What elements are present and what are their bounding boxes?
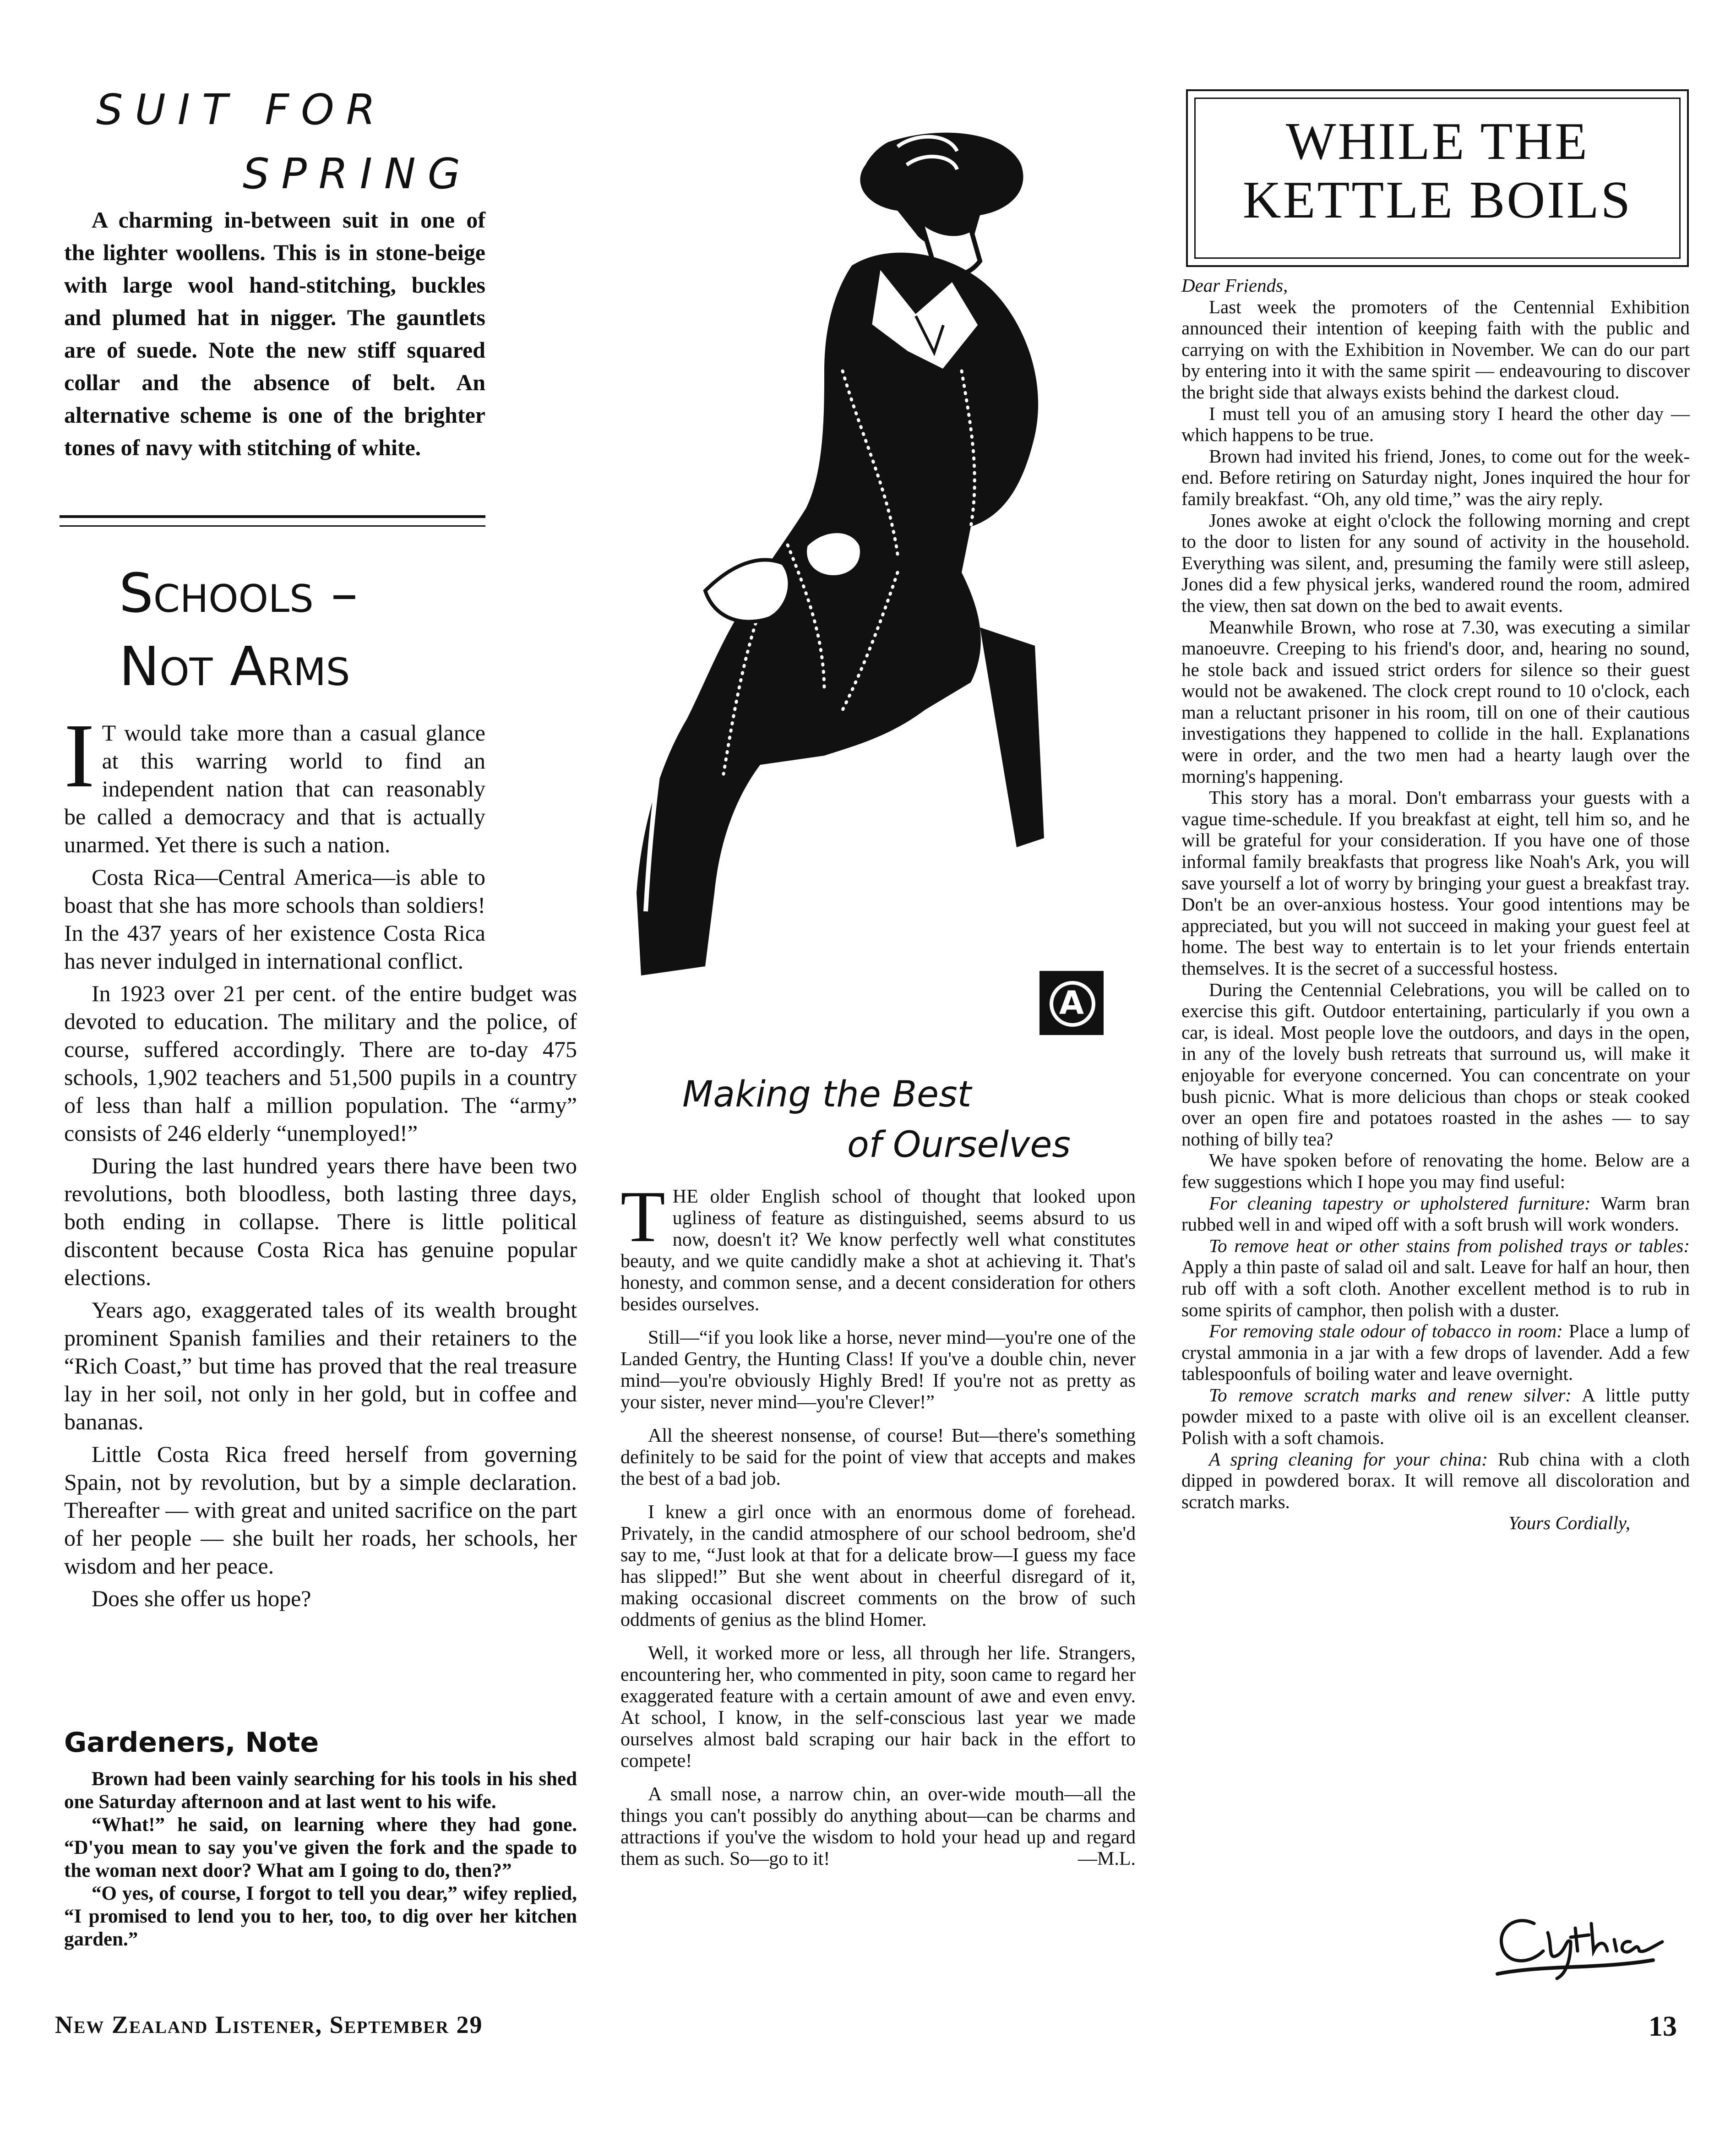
tip-3-text: Place a lump of crystal ammonia in a jar with a few drops of lavender. Add a few tablespoonfuls of boiling water and leave overnight. [1181,1320,1690,1384]
anarchy-logo-badge [1039,971,1104,1035]
kettle-paragraph-8: We have spoken before of renovating the home. Below are a few suggestions which I hope you may find useful: [1181,1150,1690,1192]
schools-paragraph-1-text: T would take more than a casual glance at this warring world to find an independent nation that can reasonably be called a democracy and that is actually unarmed. Yet there is such a nation. [64,720,485,857]
suit-heading [96,78,473,206]
schools-paragraph-2: Costa Rica—Central America—is able to boast that she has more schools than soldiers! In the 437 years of her existence Costa Rica has never indulged in international conflict. [64,864,485,974]
tip-3-lead: For removing stale odour of tobacco in room: [1209,1320,1563,1342]
schools-heading-line1: Schools – [119,561,358,625]
kettle-paragraph-5: Meanwhile Brown, who rose at 7.30, was executing a similar manoeuvre. Creeping to his friend's door, and, hearing no sound, he stole back and issued strict orders for silence so their guest would not be awakened. The clock crept round to 10 o'clock, each man a reluctant prisoner in his room, till on one of their cautious investigations they happened to collide in the hall. Explanations were in order, and the two men had a hearty laugh over the morning's happening. [1181,616,1690,787]
kettle-paragraph-3: Brown had invited his friend, Jones, to come out for the week-end. Before retiring on Saturday night, Jones inquired the hour for family breakfast. “Oh, any old time,” was the airy reply. [1181,445,1690,509]
making-paragraph-1 [620,1176,1136,1315]
kettle-title [1186,112,1689,229]
kettle-title-line1: WHILE THE [1286,112,1589,171]
making-heading-line2: of Ourselves [847,1124,1071,1166]
drop-cap: T [620,1176,665,1257]
suit-heading-line1: SUIT FOR [96,85,387,134]
page-number: 13 [1649,2011,1677,2042]
kettle-paragraph-6: This story has a moral. Don't embarrass your guests with a vague time-schedule. If you breakfast at eight, tell him so, and he will be grateful for your consideration. If you have one of those informal family breakfasts that progress like Noah's Ark, you will save yourself a lot of worry by bringing your guest a breakfast tray. Don't be an over-anxious hostess. Your good intentions may be appreciated, but you will not succeed in making your guest feel at home. The best way to entertain is to let your friends entertain themselves. It is the secret of a successful hostess. [1181,787,1690,979]
kettle-paragraph-7: During the Centennial Celebrations, you will be called on to exercise this gift. Outdoor entertaining, particularly if you own a car, is ideal. Most people love the outdoors, and days in the open, in any of the lovely bush retreats that surround us, will make it enjoyable for everyone concerned. You can concentrate on your bush picnic. What is more delicious than chops or steak cooked over an open fire and potatoes roasted in the ashes — to say nothing of billy tea? [1181,979,1690,1150]
section-divider [60,515,485,527]
schools-heading [119,556,485,703]
tip-1-lead: For cleaning tapestry or upholstered furniture: [1209,1192,1591,1214]
schools-paragraph-5: Years ago, exaggerated tales of its wealth brought prominent Spanish families and their retainers to the “Rich Coast,” but time has proved that the real treasure lay in her soil, not only in her gold, but in coffee and bananas. [64,1297,577,1434]
suit-paragraph: A charming in-between suit in one of the lighter woollens. This is in stone-beige with large wool hand-stitching, buckles and plumed hat in nigger. The gauntlets are of suede. Note the new stiff squared collar and the absence of belt. An alternative scheme is one of the brighter tones of navy with stitching of white. [64,207,485,460]
gardeners-article-body [64,1768,577,1951]
kettle-paragraph-1: Last week the promoters of the Centennial Exhibition announced their intention of keeping faith with the public and carrying on with the Exhibition in November. We can do our part by entering into it with the same spirit — endeavouring to discover the bright side that always exists behind the darkest cloud. [1181,296,1690,403]
gardeners-paragraph-1: Brown had been vainly searching for his tools in his shed one Saturday afternoon and at last went to his wife. [64,1768,577,1813]
seated-woman-illustration [568,114,1145,1021]
tip-3 [1181,1320,1690,1384]
schools-paragraph-1 [64,705,485,859]
tip-1 [1181,1193,1690,1235]
logo-letter: A [1059,984,1084,1022]
making-heading-line1: Making the Best [682,1074,972,1115]
tip-1-text: Warm bran rubbed well in and wiped off with a soft brush will work wonders. [1181,1192,1690,1235]
making-paragraph-2: Still—“if you look like a horse, never mind—you're one of the Landed Gentry, the Hunting Class! If you've a double chin, never mind—you're obviously Highly Bred! If you're not as pretty as your sister, never mind—you're Clever!” [620,1327,1136,1413]
kettle-paragraph-2: I must tell you of an amusing story I heard the other day — which happens to be true. [1181,403,1690,446]
tip-5-text: Rub china with a cloth dipped in powdered borax. It will remove all discoloration and scratch marks. [1181,1448,1690,1512]
suit-heading-line2: SPRING [243,149,473,198]
gardeners-heading: Gardeners, Note [64,1727,319,1759]
tip-4 [1181,1384,1690,1449]
schools-paragraph-6: Little Costa Rica freed herself from governing Spain, not by revolution, but by a simple declaration. Thereafter — with great and united sacrifice on the part of her people — she built her roads, her schools, her wisdom and her peace. [64,1441,577,1579]
suit-article-body [64,204,485,464]
schools-paragraph-3: In 1923 over 21 per cent. of the entire budget was devoted to education. The military and the police, of course, suffered accordingly. There are to-day 475 schools, 1,902 teachers and 51,500 pupils in a country of less than half a million population. The “army” consists of 246 elderly “unemployed!” [64,981,577,1146]
gardeners-paragraph-3: “O yes, of course, I forgot to tell you dear,” wifey replied, “I promised to lend you to her, too, to dig over her kitchen garden.” [64,1883,577,1950]
kettle-article-body [1181,275,1690,1534]
tip-2-text: Apply a thin paste of salad oil and salt. Leave for half an hour, then rub off with a soft cloth. Another excellent method is to rub in some spirits of camphor, then polish with a duster. [1181,1256,1690,1320]
publication-footer: New Zealand Listener, September 29 [55,2011,483,2038]
salutation: Dear Friends, [1181,275,1288,296]
tip-2 [1181,1235,1690,1320]
making-paragraph-4: I knew a girl once with an enormous dome of forehead. Privately, in the candid atmosphere of our school bedroom, she'd say to me, “Just look at that for a delicate brow—I guess my face has slipped!” But she went about in cheerful disregard of it, making occasional discreet comments on the brow of such oddments of genius as the blind Homer. [620,1502,1136,1630]
tip-5-lead: A spring cleaning for your china: [1209,1448,1488,1470]
tip-4-lead: To remove scratch marks and renew silver: [1209,1384,1572,1406]
making-paragraph-6-text: A small nose, a narrow chin, an over-wide mouth—all the things you can't possibly do anything about—can be charms and attractions if you've the wisdom to hold your head up and regard them as such. So—go to it! [620,1784,1136,1869]
making-paragraph-6 [620,1784,1136,1870]
making-paragraph-1-text: HE older English school of thought that looked upon ugliness of feature as distinguished, seems absurd to us now, doesn't it? We know perfectly well what constitutes beauty, and we quite candidly make a shot at achieving it. That's honesty, and common sense, and a decent consideration for others besides ourselves. [620,1186,1136,1315]
drop-cap: I [64,705,95,806]
making-heading [682,1069,1094,1170]
schools-paragraph-4: During the last hundred years there have been two revolutions, both bloodless, both lasting three days, both ending in collapse. There is little political discontent because Costa Rica has genuine popular elections. [64,1153,577,1290]
making-paragraph-3: All the sheerest nonsense, of course! But—there's something definitely to be said for the point of view that accepts and makes the best of a bad job. [620,1425,1136,1489]
author-initials: —M.L. [1078,1848,1136,1869]
schools-heading-line2: Not Arms [119,635,350,698]
kettle-paragraph-4: Jones awoke at eight o'clock the following morning and crept to the door to listen for any sound of activity in the household. Everything was silent, and, presuming the family were still asleep, Jones did a few physical jerks, wandered round the room, admired the view, then sat down on the bed to await events. [1181,509,1690,616]
gardeners-paragraph-2: “What!” he said, on learning where they had gone. “D'you mean to say you've given the fork and the spade to the woman next door? What am I going to do, then?” [64,1814,577,1881]
tip-5 [1181,1449,1690,1513]
handwritten-signature [1479,1896,1690,1988]
tip-4-text: A little putty powder mixed to a paste with olive oil is an excellent cleanser. Polish with a soft chamois. [1181,1384,1690,1449]
schools-paragraph-7: Does she offer us hope? [92,1586,311,1611]
making-paragraph-5: Well, it worked more or less, all through her life. Strangers, encountering her, who commented in pity, soon came to regard her exaggerated feature with a certain amount of awe and even envy. At school, I know, in the self-conscious last year we made ourselves almost bald scraping our hair back in the effort to compete! [620,1643,1136,1771]
tip-2-lead: To remove heat or other stains from polished trays or tables: [1209,1235,1690,1256]
kettle-title-line2: KETTLE BOILS [1242,171,1633,229]
making-article-body [620,1176,1136,1882]
closing-line: Yours Cordially, [1508,1512,1630,1534]
schools-article-body [64,705,577,1617]
